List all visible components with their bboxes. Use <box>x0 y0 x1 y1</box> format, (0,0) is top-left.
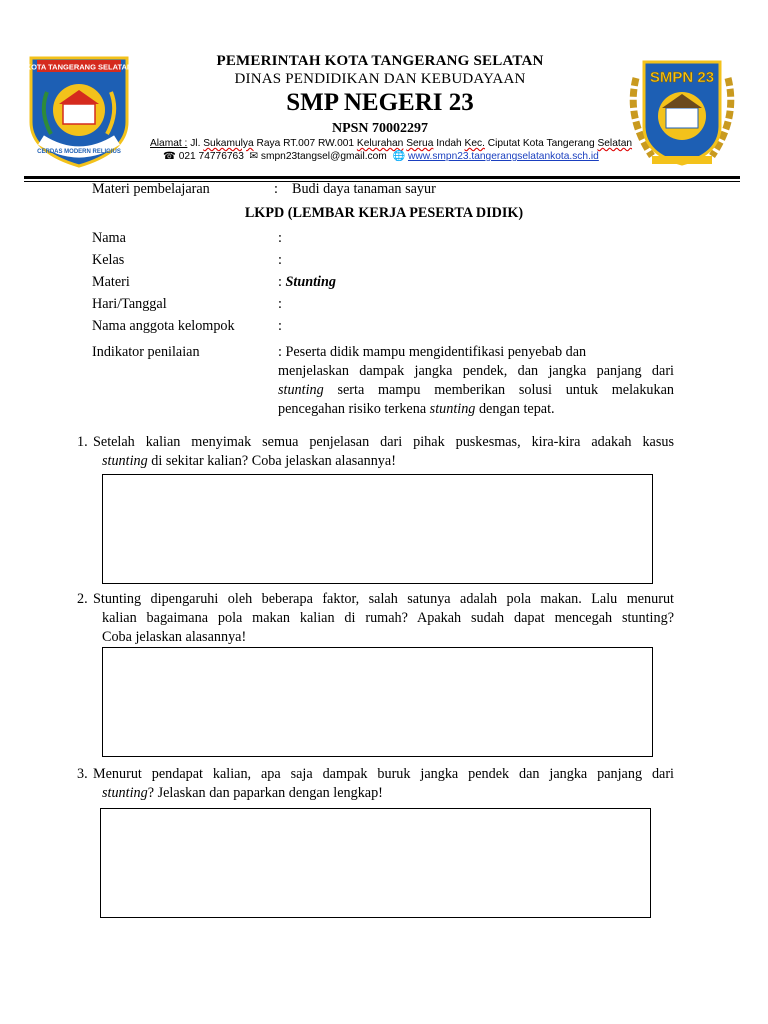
indicator-text <box>278 343 674 419</box>
question-2-line-2: kalian bagaimana pola makan kalian di rumah? Apakah sudah dapat mencegah stunting? <box>102 610 674 626</box>
indicator-stunting-1: stunting <box>278 382 324 398</box>
indicator-line-2: menjelaskan dampak jangka pendek, dan jangka panjang dari <box>278 363 674 379</box>
answer-box-2[interactable] <box>102 647 653 757</box>
field-label-anggota-kelompok: Nama anggota kelompok <box>92 318 235 334</box>
field-value-nama[interactable]: : <box>278 230 282 246</box>
letterhead-school-name: SMP NEGERI 23 <box>286 89 474 116</box>
address-serua: Serua <box>406 138 434 149</box>
indicator-line-4 <box>278 400 674 419</box>
globe-icon: 🌐 <box>392 151 406 162</box>
kota-tangerang-selatan-logo-icon <box>25 52 133 170</box>
email-address: smpn23tangsel@gmail.com <box>260 151 387 162</box>
indicator-line-3-rest: serta mampu memberikan solusi untuk melakukan <box>323 382 674 398</box>
address-label: Alamat : <box>150 138 188 149</box>
indicator-line-4-a: pencegahan risiko terkena <box>278 401 430 417</box>
letterhead-divider-thick <box>24 176 740 179</box>
website-link[interactable]: www.smpn23.tangerangselatankota.sch.id <box>407 151 599 162</box>
field-value-hari-tanggal[interactable]: : <box>278 296 282 312</box>
left-logo-top-text: KOTA TANGERANG SELATAN <box>25 62 133 72</box>
indicator-line-3 <box>278 381 674 400</box>
indicator-line-4-b: dengan tepat. <box>475 401 555 417</box>
materi-colon: : <box>278 274 286 290</box>
question-3-number: 3. <box>77 766 88 782</box>
question-1-line-1: Setelah kalian menyimak semua penjelasan dari pihak puskesmas, kira-kira adakah kasus <box>93 434 674 450</box>
field-label-nama: Nama <box>92 230 126 246</box>
letterhead-government: PEMERINTAH KOTA TANGERANG SELATAN <box>216 53 544 69</box>
question-2-line-3: Coba jelaskan alasannya! <box>102 629 247 645</box>
question-1-number: 1. <box>77 434 88 450</box>
left-logo-bottom-text: CERDAS MODERN RELIGIUS <box>37 149 121 155</box>
address-kelurahan: Kelurahan <box>356 138 404 149</box>
right-logo-text: SMPN 23 <box>649 69 715 86</box>
question-1-stunting: stunting <box>102 453 148 469</box>
materi-stunting: Stunting <box>285 274 336 290</box>
letterhead-address <box>150 138 633 149</box>
question-2-line-1: Stunting dipengaruhi oleh beberapa faktor, salah satunya adalah pola makan. Lalu menurut <box>93 591 674 607</box>
address-text-1: Jl. <box>187 138 204 149</box>
email-icon: ✉ <box>249 151 259 162</box>
indicator-label: Indikator penilaian <box>92 344 200 360</box>
address-text-5: Ciputat Kota Tangerang <box>484 138 598 149</box>
phone-icon: ☎ <box>163 151 176 162</box>
answer-box-1[interactable] <box>102 474 653 584</box>
address-selatan: Selatan <box>597 138 633 149</box>
letterhead-contact <box>150 151 612 162</box>
letterhead-npsn: NPSN 70002297 <box>331 121 429 136</box>
question-3-line-2-rest: ? Jelaskan dan paparkan dengan lengkap! <box>147 785 383 801</box>
meta-value: Budi daya tanaman sayur <box>292 181 436 197</box>
question-3-line-1: Menurut pendapat kalian, apa saja dampak buruk jangka pendek dan jangka panjang dari <box>93 766 674 782</box>
question-2-number: 2. <box>77 591 88 607</box>
question-3-line-2 <box>93 784 674 803</box>
question-2-text <box>93 590 674 647</box>
worksheet-title: LKPD (LEMBAR KERJA PESERTA DIDIK) <box>244 205 524 221</box>
answer-box-3[interactable] <box>100 808 651 918</box>
letterhead-department: DINAS PENDIDIKAN DAN KEBUDAYAAN <box>234 71 526 87</box>
address-kec: Kec. <box>464 138 485 149</box>
field-value-materi <box>278 273 336 292</box>
phone-number: 021 74776763 <box>178 151 244 162</box>
indicator-stunting-2: stunting <box>429 401 476 417</box>
question-1-text <box>93 433 674 471</box>
field-value-kelas[interactable]: : <box>278 252 282 268</box>
question-1-line-2-rest: di sekitar kalian? Coba jelaskan alasannya! <box>147 453 396 469</box>
address-text-4: Indah <box>433 138 465 149</box>
field-label-kelas: Kelas <box>92 252 125 268</box>
indicator-line-1: : Peserta didik mampu mengidentifikasi penyebab dan <box>278 344 587 360</box>
field-label-materi: Materi <box>92 274 130 290</box>
field-value-anggota-kelompok[interactable]: : <box>278 318 282 334</box>
smpn23-school-logo-icon <box>622 48 742 173</box>
question-1-line-2 <box>93 452 674 471</box>
meta-colon: : <box>274 181 278 197</box>
address-text-2: Raya RT.007 RW.001 <box>253 138 357 149</box>
question-3-text <box>93 765 674 803</box>
field-label-hari-tanggal: Hari/Tanggal <box>92 296 167 312</box>
question-3-stunting: stunting <box>102 785 148 801</box>
address-sukamulya: Sukamulya <box>203 138 254 149</box>
meta-label: Materi pembelajaran <box>92 181 210 197</box>
